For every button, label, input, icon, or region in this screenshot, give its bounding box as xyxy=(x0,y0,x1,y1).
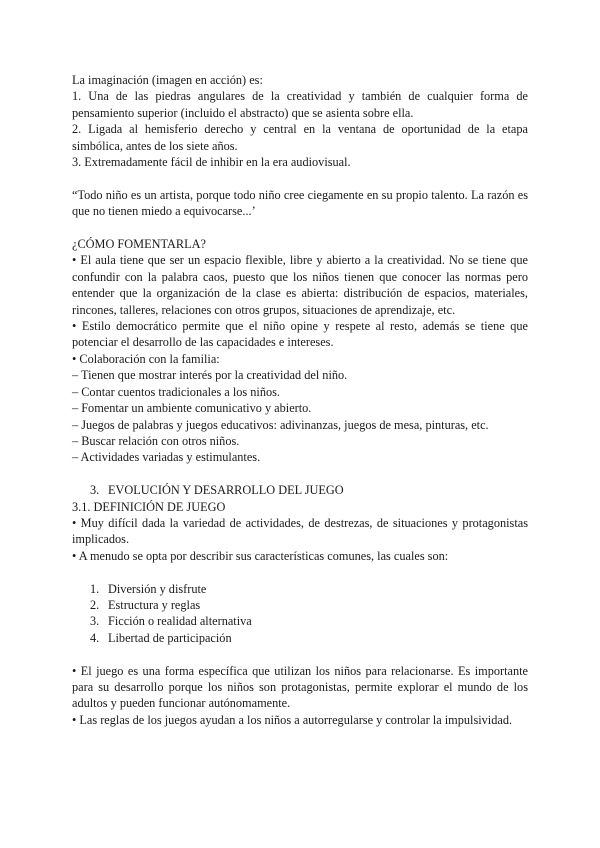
intro-heading: La imaginación (imagen en acción) es: xyxy=(72,73,263,87)
closing-bullet: • El juego es una forma específica que utilizan los niños para relacionarse. Es importante para su desarrollo porque los niños son protagonistas, permite explorar el mundo de los adultos y pueden funcionar autónomamente. xyxy=(72,663,528,711)
list-item: 2. Estructura y reglas xyxy=(90,597,201,612)
fomentar-bullet: • Colaboración con la familia: xyxy=(72,351,220,366)
dash-item: – Contar cuentos tradicionales a los niños. xyxy=(72,384,280,399)
dash-item: – Buscar relación con otros niños. xyxy=(72,433,240,448)
fomentar-heading: ¿CÓMO FOMENTARLA? xyxy=(72,237,206,252)
juego-bullet: • Muy difícil dada la variedad de actividades, de destrezas, de situaciones y protagonistas implicados. xyxy=(72,515,528,547)
spacer xyxy=(72,220,528,236)
page-content xyxy=(72,72,528,728)
subsection-heading: 3.1. DEFINICIÓN DE JUEGO xyxy=(72,499,226,514)
list-item: 3. Ficción o realidad alternativa xyxy=(90,614,252,629)
list-item: 1. Diversión y disfrute xyxy=(90,581,207,596)
intro-item: 2. Ligada al hemisferio derecho y central en la ventana de oportunidad de la etapa simbólica, antes de los siete años. xyxy=(72,122,528,153)
spacer xyxy=(72,646,528,662)
dash-item: – Actividades variadas y estimulantes. xyxy=(72,450,261,465)
fomentar-bullet: • Estilo democrático permite que el niño opine y respete al resto, además se tiene que potenciar el desarrollo de las capacidades e intereses. xyxy=(72,319,528,350)
fomentar-bullet: • El aula tiene que ser un espacio flexible, libre y abierto a la creatividad. No se tiene que confundir con la palabra caos, puesto que los niños tienen que conocer las normas pero entender que la organización de la clase es abierta: distribución de espacios, materiales, rincones, talleres, relaciones con otros grupos, situaciones de aprendizaje, etc. xyxy=(72,253,528,317)
spacer xyxy=(72,564,528,580)
dash-item: – Juegos de palabras y juegos educativos: adivinanzas, juegos de mesa, pinturas, etc. xyxy=(72,417,489,432)
list-item: 4. Libertad de participación xyxy=(90,630,232,645)
section-number: 3. xyxy=(90,483,100,498)
spacer xyxy=(72,170,528,186)
quote: “Todo niño es un artista, porque todo niño cree ciegamente en su propio talento. La razón es que no tienen miedo a equivocarse...’ xyxy=(72,187,528,219)
dash-item: – Fomentar un ambiente comunicativo y abierto. xyxy=(72,401,312,416)
closing-bullet: • Las reglas de los juegos ayudan a los niños a autorregularse y controlar la impulsividad. xyxy=(72,712,513,727)
section-heading xyxy=(72,482,528,498)
spacer xyxy=(72,466,528,482)
dash-item: – Tienen que mostrar interés por la creatividad del niño. xyxy=(72,368,348,383)
juego-bullet: • A menudo se opta por describir sus características comunes, las cuales son: xyxy=(72,548,449,563)
intro-item: 1. Una de las piedras angulares de la creatividad y también de cualquier forma de pensamiento superior (incluido el abstracto) que se asienta sobre ella. xyxy=(72,89,528,120)
characteristics-list xyxy=(72,581,528,647)
section-title: EVOLUCIÓN Y DESARROLLO DEL JUEGO xyxy=(108,483,344,498)
intro-item: 3. Extremadamente fácil de inhibir en la era audiovisual. xyxy=(72,155,351,170)
